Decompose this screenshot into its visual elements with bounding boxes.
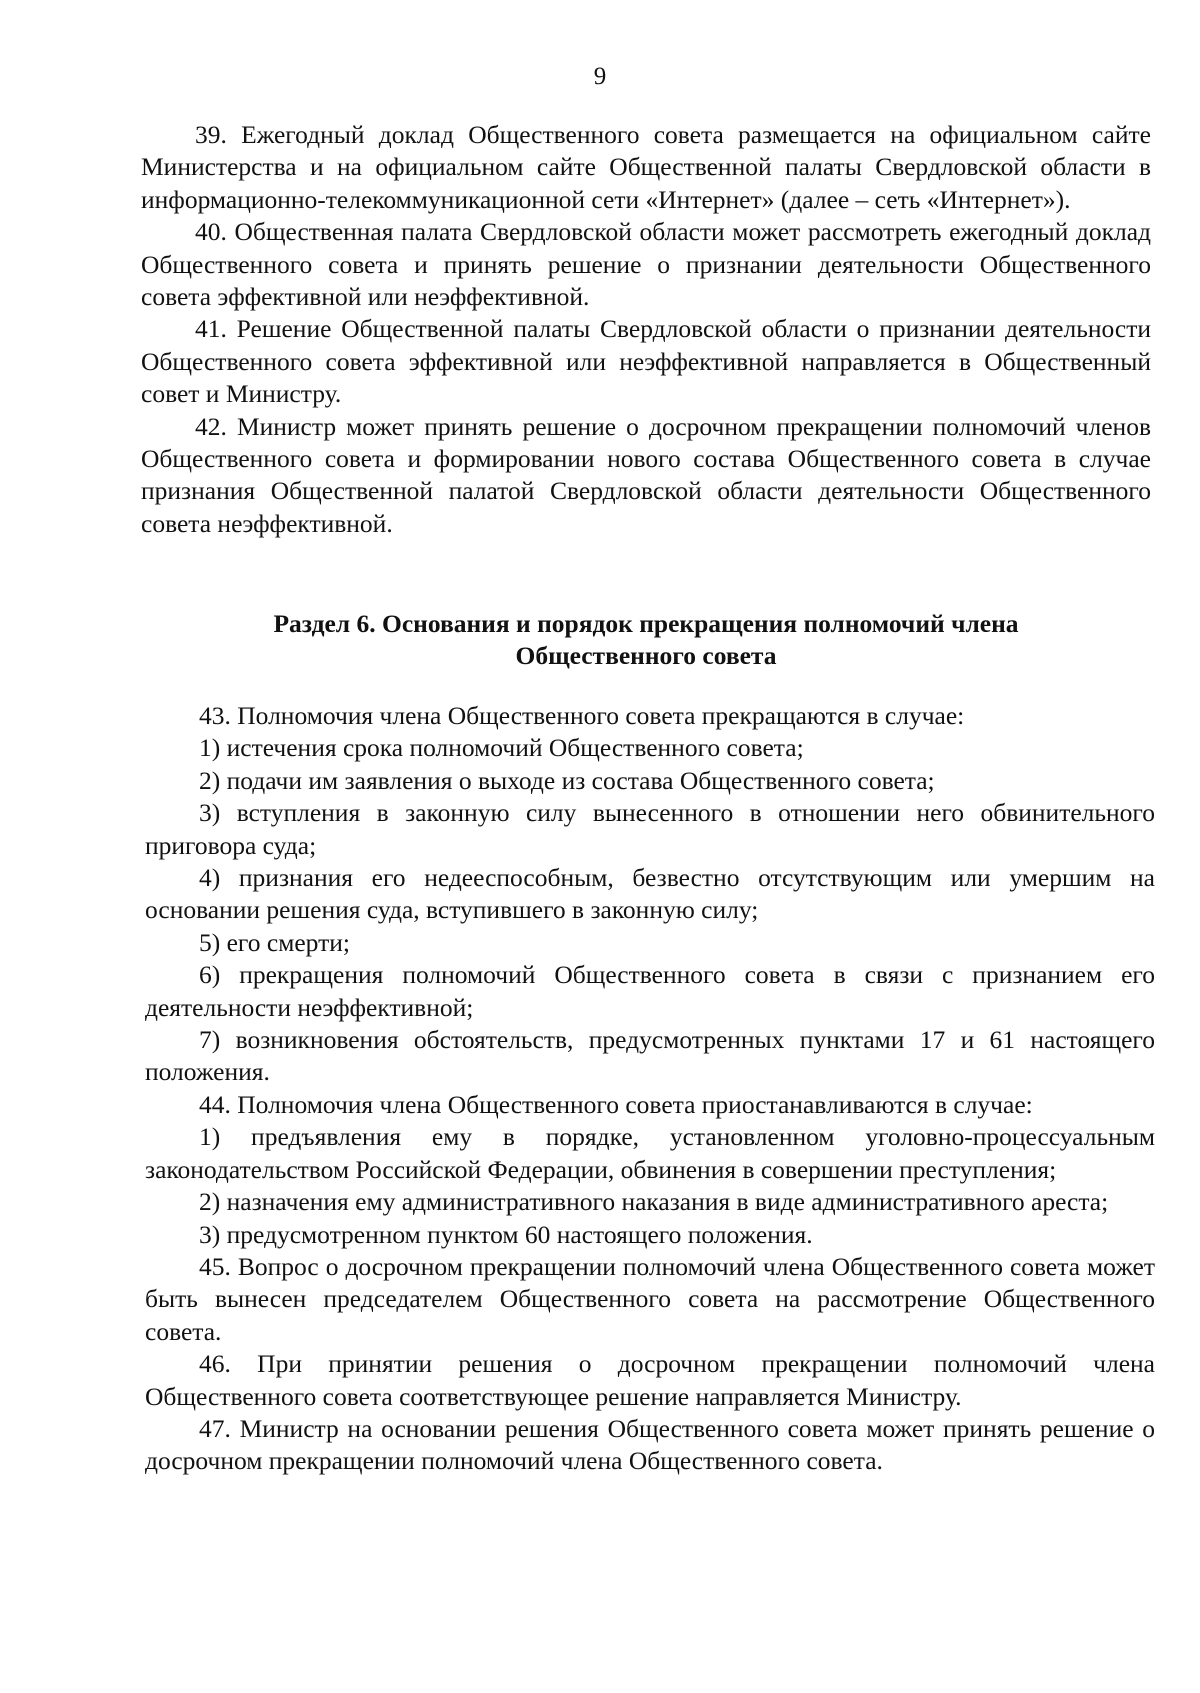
paragraph-44-item-3: 3) предусмотренном пунктом 60 настоящего положения. <box>199 1219 813 1249</box>
section-heading <box>141 608 1151 672</box>
paragraph-43-item-6: 6) прекращения полномочий Общественного совета в связи с признанием его деятельности неэффективной; <box>145 960 1155 1022</box>
paragraph-45: 45. Вопрос о досрочном прекращении полномочий члена Общественного совета может быть вынесен председателем Общественного совета на рассмотрение Общественного совета. <box>145 1251 1155 1346</box>
paragraph-41: 41. Решение Общественной палаты Свердловской области о признании деятельности Общественного совета эффективной или неэффективной направляется в Общественный совет и Министру. <box>141 314 1151 409</box>
paragraph-44-item-1: 1) предъявления ему в порядке, установленном уголовно-процессуальным законодательством Российской Федерации, обвинения в совершении преступления; <box>145 1122 1155 1184</box>
paragraphs-section-6 <box>145 700 1155 1478</box>
paragraph-43-item-5: 5) его смерти; <box>199 927 350 957</box>
paragraphs-section-5-end <box>141 119 1151 540</box>
paragraph-39: 39. Ежегодный доклад Общественного совета размещается на официальном сайте Министерства и на официальном сайте Общественной палаты Свердловской области в информационно-телекоммуникационной сети «Интернет» (далее – сеть «Интернет»). <box>141 120 1151 214</box>
paragraph-46: 46. При принятии решения о досрочном прекращении полномочий члена Общественного совета соответствующее решение направляется Министру. <box>145 1349 1155 1411</box>
page-number: 9 <box>593 63 607 90</box>
paragraph-40: 40. Общественная палата Свердловской области может рассмотреть ежегодный доклад Общественного совета и принять решение о признании деятельности Общественного совета эффективной или неэффективной. <box>141 217 1151 312</box>
paragraph-42: 42. Министр может принять решение о досрочном прекращении полномочий членов Общественного совета и формировании нового состава Общественного совета в случае признания Общественной палатой Свердловской области деятельности Общественного совета неэффективной. <box>141 411 1151 538</box>
paragraph-43-item-7: 7) возникновения обстоятельств, предусмотренных пунктами 17 и 61 настоящего положения. <box>145 1025 1155 1087</box>
paragraph-43-item-4: 4) признания его недееспособным, безвестно отсутствующим или умершим на основании решения суда, вступившего в законную силу; <box>145 863 1155 925</box>
paragraph-44-item-2: 2) назначения ему административного наказания в виде административного ареста; <box>199 1187 1109 1217</box>
paragraph-47: 47. Министр на основании решения Общественного совета может принять решение о досрочном прекращении полномочий члена Общественного совета. <box>145 1413 1155 1476</box>
paragraph-44: 44. Полномочия члена Общественного совета приостанавливаются в случае: <box>199 1089 1033 1119</box>
section-heading-line-1: Раздел 6. Основания и порядок прекращения полномочий члена <box>273 609 1019 638</box>
section-heading-line-2: Общественного совета <box>515 641 777 670</box>
paragraph-43-item-1: 1) истечения срока полномочий Общественного совета; <box>199 733 804 763</box>
paragraph-43-item-2: 2) подачи им заявления о выходе из состава Общественного совета; <box>199 765 935 795</box>
paragraph-43: 43. Полномочия члена Общественного совета прекращаются в случае: <box>199 701 965 730</box>
paragraph-43-item-3: 3) вступления в законную силу вынесенного в отношении него обвинительного приговора суда; <box>145 798 1155 860</box>
